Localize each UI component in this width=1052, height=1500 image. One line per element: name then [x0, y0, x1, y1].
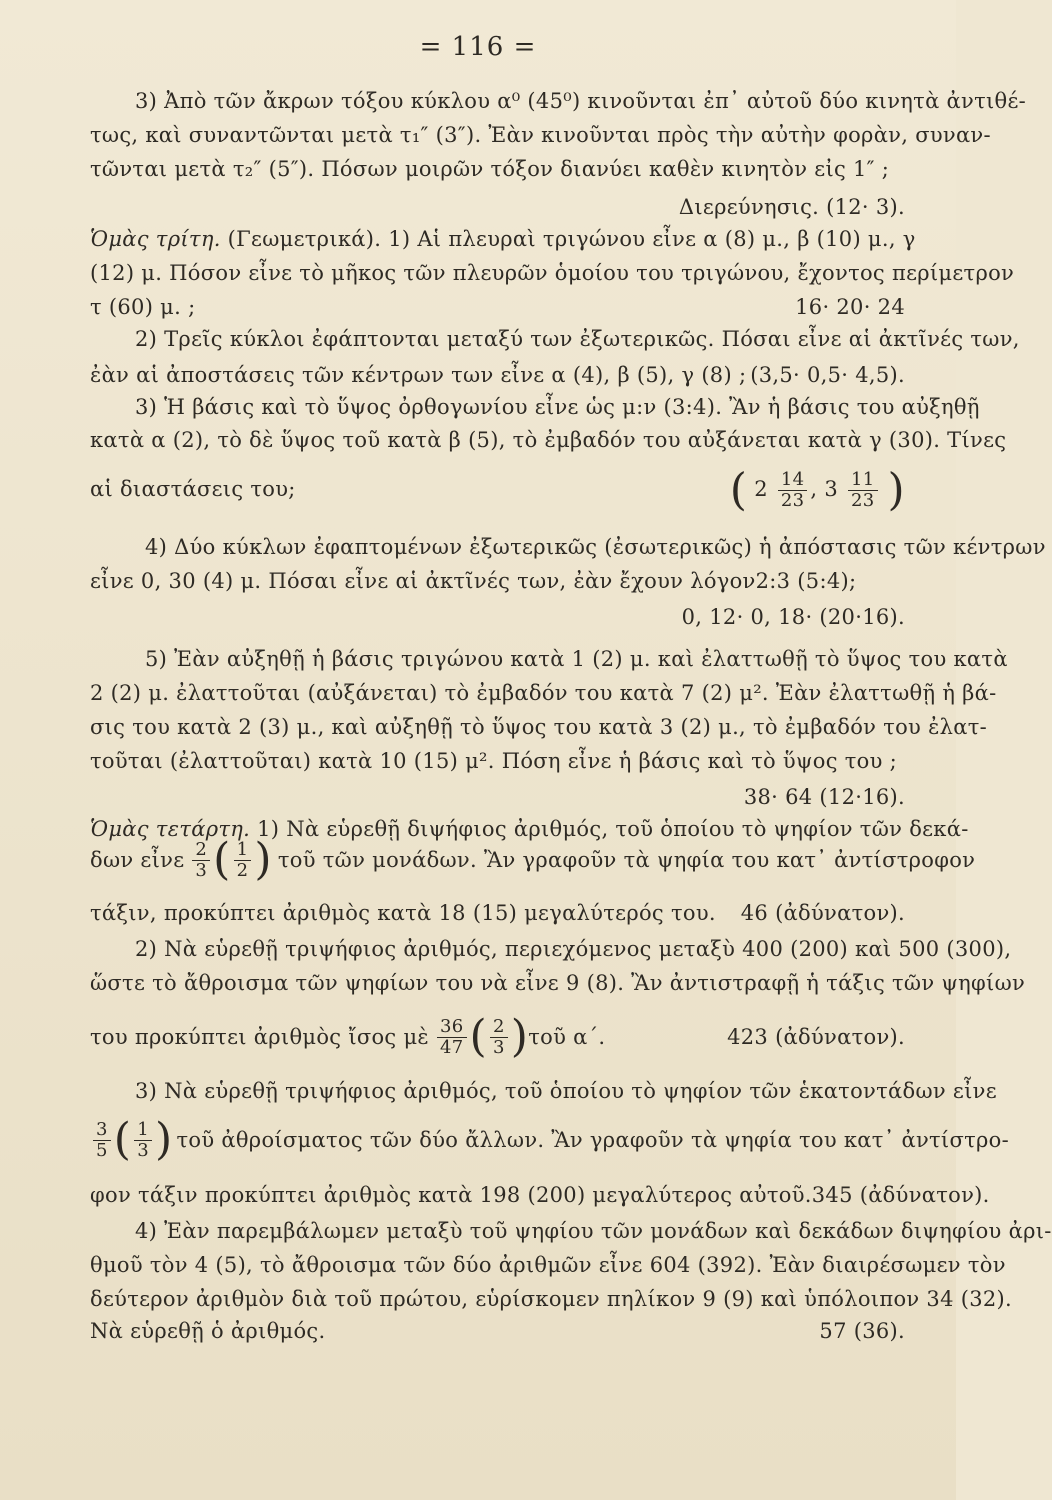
- g4-problem-4-line-2: θμοῦ τὸν 4 (5), τὸ ἄθροισμα τῶν δύο ἀριθμῶν εἶνε 604 (392). Ἐὰν διαιρέσωμεν τὸν: [90, 1253, 1006, 1277]
- problem-4-line-1: 4) Δύο κύκλων ἐφαπτομένων ἐξωτερικῶς (ἐσωτερικῶς) ἡ ἀπόστασις τῶν κέντρων: [145, 535, 1046, 559]
- g4-problem-1-line-3: [90, 900, 905, 926]
- g4-p3-answer: 345 (ἀδύνατον).: [811, 1183, 990, 1207]
- problem-2-line-2: [90, 362, 905, 388]
- g4-p1-text-start: δων εἶνε: [90, 848, 185, 872]
- problem-1-line-3: [90, 294, 905, 320]
- g4-problem-3-line-3: [90, 1182, 990, 1208]
- fraction-one-half: $\frac{1}{2}$: [234, 840, 252, 881]
- group-three-problem-1-start: (Γεωμετρικά). 1) Αἱ πλευραὶ τριγώνου εἶνε α (8) μ., β (10) μ., γ: [227, 227, 916, 251]
- answer-fraction-b: $\frac{11}{23}$: [848, 470, 878, 511]
- g4-problem-1-line-2: δων εἶνε $\frac{2}{3}$ ( $\frac{1}{2}$ ) τοῦ τῶν μονάδων. Ἂν γραφοῦν τὰ ψηφία του κατ᾽ ἀντίστροφον: [90, 832, 905, 888]
- g4-problem-2-line-1: 2) Νὰ εὑρεθῇ τριψήφιος ἀριθμός, περιεχόμενος μεταξὺ 400 (200) καὶ 500 (300),: [135, 937, 1012, 961]
- fraction-one-third: $\frac{1}{3}$: [134, 1120, 152, 1161]
- problem-3-line-2: τως, καὶ συναντῶνται μετὰ τ₁″ (3″). Ἐὰν κινοῦνται πρὸς τὴν αὐτὴν φορὰν, συναν-: [90, 123, 991, 147]
- g4-p1-text-end: τάξιν, προκύπτει ἀριθμὸς κατὰ 18 (15) μεγαλύτερός του.: [90, 901, 716, 925]
- g4-problem-3-line-1: 3) Νὰ εὑρεθῇ τριψήφιος ἀριθμός, τοῦ ὁποίου τὸ ψηφίον τῶν ἑκατοντάδων εἶνε: [135, 1079, 997, 1103]
- g4-p2-text: του προκύπτει ἀριθμὸς ἴσος μὲ: [90, 1025, 429, 1049]
- g4-problem-2-line-3: [90, 1002, 905, 1072]
- problem-4-ratio: 2:3 (5:4);: [755, 569, 857, 593]
- g4-p2-expression: του προκύπτει ἀριθμὸς ἴσος μὲ $\frac{36}{47}$ ( $\frac{2}{3}$ ) τοῦ α΄.: [90, 1011, 606, 1062]
- problem-3b-text-end: αἱ διαστάσεις του;: [90, 477, 296, 501]
- problem-1-text-end: τ (60) μ. ;: [90, 295, 196, 319]
- fraction-36-47: $\frac{36}{47}$: [437, 1017, 467, 1058]
- g4-p4-answer: 57 (36).: [819, 1319, 905, 1343]
- section-heading-group-four: Ὁμὰς τετάρτη.: [90, 817, 251, 841]
- fraction-two-thirds: $\frac{2}{3}$: [192, 840, 210, 881]
- problem-3-line-3: τῶνται μετὰ τ₂″ (5″). Πόσων μοιρῶν τόξον διανύει καθὲν κινητὸν εἰς 1″ ;: [90, 157, 890, 181]
- problem-3-line-1: 3) Ἀπὸ τῶν ἄκρων τόξου κύκλου α⁰ (45⁰) κινοῦνται ἐπ᾽ αὐτοῦ δύο κινητὰ ἀντιθέ-: [135, 89, 1027, 113]
- problem-4-line-2: [90, 568, 905, 594]
- fraction-two-thirds-b: $\frac{2}{3}$: [490, 1017, 508, 1058]
- problem-3b-line-3: [90, 464, 905, 514]
- problem-3b-line-1: 3) Ἡ βάσις καὶ τὸ ὕψος ὀρθογωνίου εἶνε ὡς μ:ν (3:4). Ἂν ἡ βάσις του αὐξηθῇ: [135, 395, 980, 419]
- problem-5-line-2: 2 (2) μ. ἐλαττοῦται (αὐξάνεται) τὸ ἐμβαδόν του κατὰ 7 (2) μ². Ἐὰν ἐλαττωθῇ ἡ βά-: [90, 681, 997, 705]
- answer-fraction-a: $\frac{14}{23}$: [778, 470, 808, 511]
- g4-p3-text-end: φον τάξιν προκύπτει ἀριθμὸς κατὰ 198 (200) μεγαλύτερος αὐτοῦ.: [90, 1183, 812, 1207]
- group-three-line: [90, 226, 916, 252]
- g4-p4-text-end: Νὰ εὑρεθῇ ὁ ἀριθμός.: [90, 1319, 326, 1343]
- problem-3b-answer: ( 2 $\frac{14}{23}$ , 3 $\frac{11}{23}$ ): [729, 464, 905, 516]
- problem-3b-line-2: κατὰ α (2), τὸ δὲ ὕψος τοῦ κατὰ β (5), τὸ ἐμβαδόν του αὐξάνεται κατὰ γ (30). Τίνες: [90, 428, 1007, 452]
- problem-3-answer: Διερεύνησις. (12· 3).: [678, 195, 905, 219]
- g4-problem-4-line-4: [90, 1318, 905, 1344]
- g4-p2-text-end: τοῦ α΄.: [528, 1025, 606, 1049]
- g4-problem-4-line-1: 4) Ἐὰν παρεμβάλωμεν μεταξὺ τοῦ ψηφίου τῶν μονάδων καὶ δεκάδων διψηφίου ἀρι-: [135, 1219, 1052, 1243]
- problem-2-text-end: ἐὰν αἱ ἀποστάσεις τῶν κέντρων των εἶνε α (4), β (5), γ (8) ;: [90, 363, 747, 387]
- g4-p3-text-mid: τοῦ ἀθροίσματος τῶν δύο ἄλλων. Ἂν γραφοῦν τὰ ψηφία του κατ᾽ ἀντίστρο-: [176, 1128, 1010, 1152]
- answer-int-b: 3: [824, 477, 839, 501]
- problem-5-line-1: 5) Ἐὰν αὐξηθῇ ἡ βάσις τριγώνου κατὰ 1 (2) μ. καὶ ἐλαττωθῇ τὸ ὕψος του κατὰ: [145, 647, 1008, 671]
- problem-2-answer: (3,5· 0,5· 4,5).: [750, 363, 905, 387]
- problem-4-answer: 0, 12· 0, 18· (20·16).: [681, 605, 905, 629]
- g4-p1-text-mid: τοῦ τῶν μονάδων. Ἂν γραφοῦν τὰ ψηφία του κατ᾽ ἀντίστροφον: [277, 848, 976, 872]
- problem-5-line-4: τοῦται (ἐλαττοῦται) κατὰ 10 (15) μ². Πόση εἶνε ἡ βάσις καὶ τὸ ὕψος του ;: [90, 749, 898, 773]
- problem-1-answer: 16· 20· 24: [795, 295, 905, 319]
- answer-int-a: 2: [754, 477, 768, 501]
- g4-problem-4-line-3: δεύτερον ἀριθμὸν διὰ τοῦ πρώτου, εὑρίσκομεν πηλίκον 9 (9) καὶ ὑπόλοιπον 34 (32).: [90, 1287, 1013, 1311]
- problem-1-line-2: (12) μ. Πόσον εἶνε τὸ μῆκος τῶν πλευρῶν ὁμοίου του τριγώνου, ἔχοντος περίμετρον: [90, 261, 1015, 285]
- page-number: = 116 =: [419, 32, 537, 62]
- fraction-three-fifths: $\frac{3}{5}$: [93, 1120, 111, 1161]
- g4-problem-2-line-2: ὥστε τὸ ἄθροισμα τῶν ψηφίων του νὰ εἶνε 9 (8). Ἂν ἀντιστραφῇ ἡ τάξις τῶν ψηφίων: [90, 971, 1026, 995]
- problem-5-line-3: σις του κατὰ 2 (3) μ., καὶ αὐξηθῇ τὸ ὕψος του κατὰ 3 (2) μ., τὸ ἐμβαδόν του ἐλατ-: [90, 715, 988, 739]
- problem-5-answer: 38· 64 (12·16).: [743, 785, 905, 809]
- g4-p1-answer: 46 (ἀδύνατον).: [740, 901, 905, 925]
- group-four-problem-1-start: 1) Νὰ εὑρεθῇ διψήφιος ἀριθμός, τοῦ ὁποίου τὸ ψηφίον τῶν δεκά-: [257, 817, 969, 841]
- problem-2-line-1: 2) Τρεῖς κύκλοι ἐφάπτονται μεταξύ των ἐξωτερικῶς. Πόσαι εἶνε αἱ ἀκτῖνές των,: [135, 327, 1020, 351]
- section-heading-group-three: Ὁμὰς τρίτη.: [90, 227, 221, 251]
- problem-4-text-end: εἶνε 0, 30 (4) μ. Πόσαι εἶνε αἱ ἀκτῖνές των, ἐὰν ἔχουν λόγον: [90, 569, 756, 593]
- g4-p2-answer: 423 (ἀδύνατον).: [727, 1025, 905, 1049]
- g4-problem-3-line-2: $\frac{3}{5}$ ( $\frac{1}{3}$ ) τοῦ ἀθροίσματος τῶν δύο ἄλλων. Ἂν γραφοῦν τὰ ψηφία του κατ᾽ ἀντίστρο-: [90, 1112, 905, 1168]
